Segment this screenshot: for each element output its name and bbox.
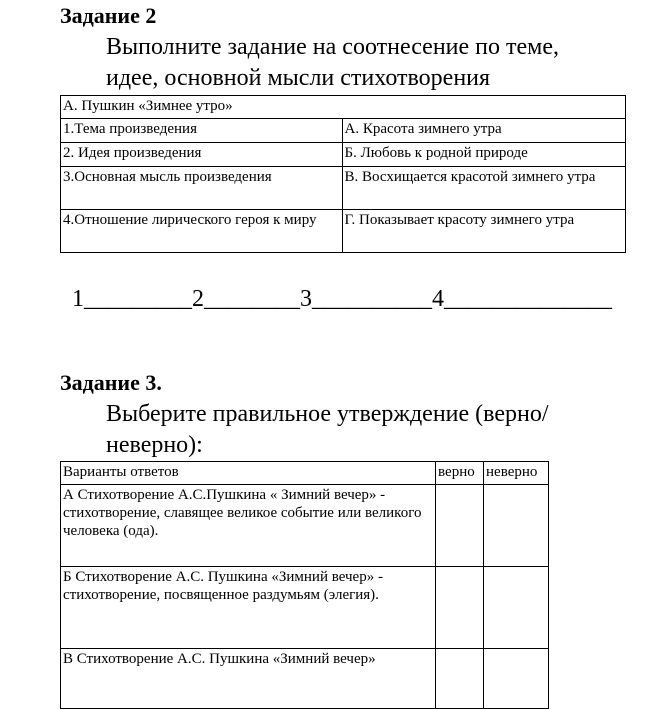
false-answer-cell[interactable]: [484, 567, 549, 649]
answer-line: 1_________2________3__________4______________: [72, 286, 612, 312]
matching-left-cell: 2. Идея произведения: [61, 143, 343, 167]
statement-cell: Б Стихотворение А.С. Пушкина «Зимний вечер» - стихотворение, посвященное раздумьям (элегия).: [61, 567, 436, 649]
task3-heading: Задание 3.: [60, 370, 162, 395]
true-answer-cell[interactable]: [436, 567, 484, 649]
false-answer-cell[interactable]: [484, 485, 549, 567]
column-header-false: неверно: [484, 462, 549, 485]
matching-table: [60, 95, 626, 253]
matching-right-cell: А. Красота зимнего утра: [342, 119, 626, 143]
statement-cell: А Стихотворение А.С.Пушкина « Зимний вечер» - стихотворение, славящее великое событие или великого человека (ода).: [61, 485, 436, 567]
column-header-variants: Варианты ответов: [61, 462, 436, 485]
statement-cell: В Стихотворение А.С. Пушкина «Зимний вечер»: [61, 649, 436, 709]
task2-instruction-line2: идее, основной мысли стихотворения: [106, 65, 491, 91]
matching-right-cell: Г. Показывает красоту зимнего утра: [342, 210, 626, 253]
column-header-true: верно: [436, 462, 484, 485]
matching-right-cell: Б. Любовь к родной природе: [342, 143, 626, 167]
matching-table-header: А. Пушкин «Зимнее утро»: [61, 96, 626, 119]
task2-heading: Задание 2: [60, 3, 157, 28]
task3-instruction-line1: Выберите правильное утверждение (верно/: [106, 401, 549, 427]
true-false-table: [60, 461, 549, 709]
matching-left-cell: 4.Отношение лирического героя к миру: [61, 210, 343, 253]
task2-instruction-line1: Выполните задание на соотнесение по теме,: [106, 34, 559, 60]
task3-instruction-line2: неверно):: [106, 432, 203, 458]
true-answer-cell[interactable]: [436, 485, 484, 567]
matching-left-cell: 1.Тема произведения: [61, 119, 343, 143]
matching-right-cell: В. Восхищается красотой зимнего утра: [342, 167, 626, 210]
matching-left-cell: 3.Основная мысль произведения: [61, 167, 343, 210]
